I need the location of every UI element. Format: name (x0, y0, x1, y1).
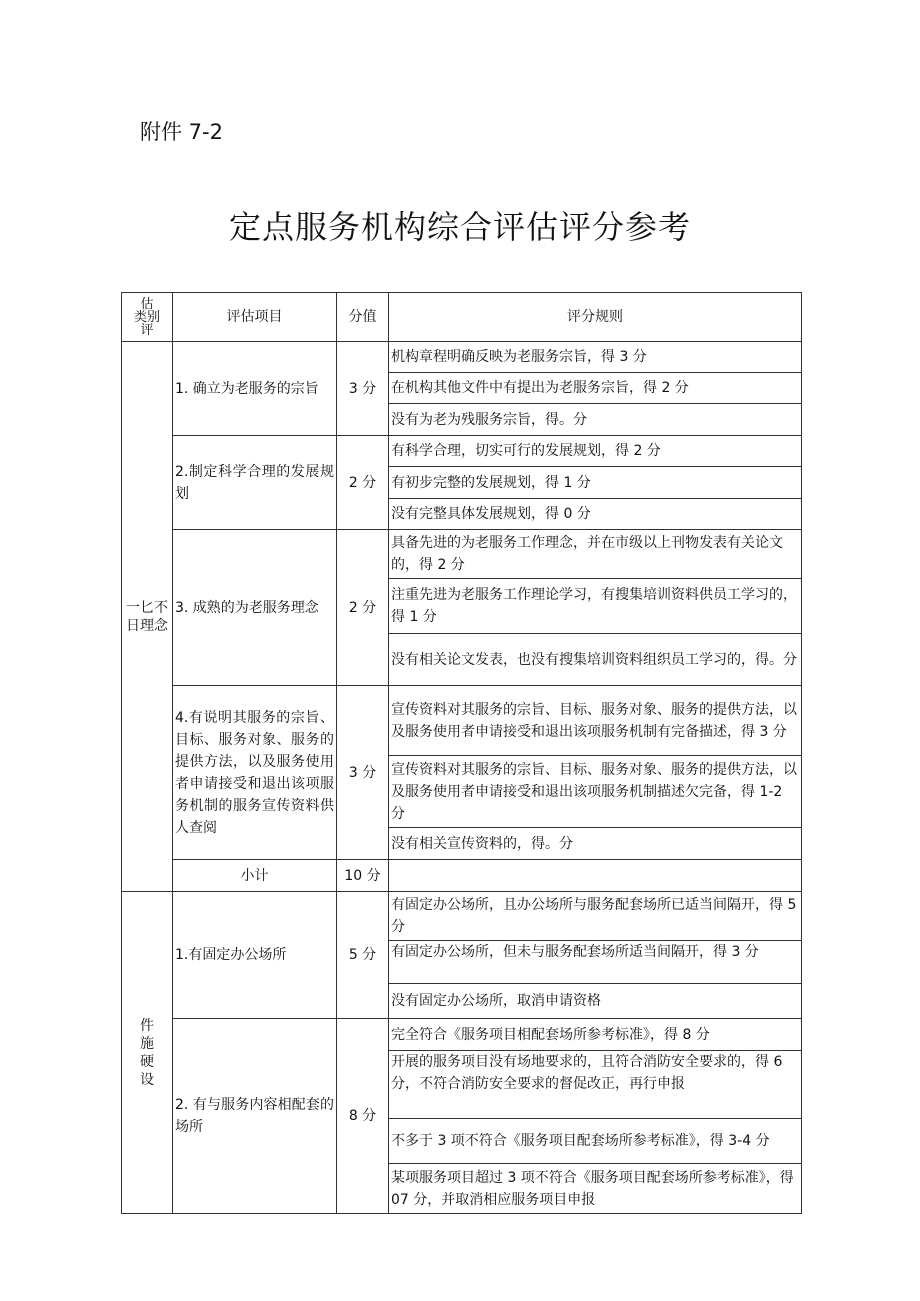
score-cell: 8 分 (337, 1019, 389, 1214)
rule-cell: 机构章程明确反映为老服务宗旨，得 3 分 (389, 342, 802, 373)
header-item: 评估项目 (173, 293, 337, 342)
score-cell: 3 分 (337, 342, 389, 436)
rule-cell: 开展的服务项目没有场地要求的，且符合消防安全要求的，得 6 分，不符合消防安全要求的督促改正，再行申报 (389, 1051, 802, 1119)
category-cell: 件 施 硬 设 (122, 892, 173, 1214)
rule-cell: 在机构其他文件中有提出为老服务宗旨，得 2 分 (389, 373, 802, 404)
header-rules: 评分规则 (389, 293, 802, 342)
score-cell: 3 分 (337, 686, 389, 860)
item-cell: 1.有固定办公场所 (173, 892, 337, 1019)
rule-cell: 某项服务项目超过 3 项不符合《服务项目配套场所参考标准》，得 07 分，并取消相应服务项目申报 (389, 1164, 802, 1214)
page-title: 定点服务机构综合评估评分参考 (228, 208, 691, 246)
score-cell: 5 分 (337, 892, 389, 1019)
rule-cell: 完全符合《服务项目相配套场所参考标准》，得 8 分 (389, 1019, 802, 1051)
rule-cell: 宣传资料对其服务的宗旨、目标、服务对象、服务的提供方法，以及服务使用者申请接受和退出该项服务机制描述欠完备，得 1-2 分 (389, 756, 802, 828)
rule-cell: 有科学合理，切实可行的发展规划，得 2 分 (389, 436, 802, 467)
item-cell: 4.有说明其服务的宗旨、目标、服务对象、服务的提供方法，以及服务使用者申请接受和退出该项服务机制的服务宣传资料供人查阅 (173, 686, 337, 860)
table-row (122, 686, 802, 756)
table-row (122, 436, 802, 467)
header-category: 估 类别 评 (122, 293, 173, 342)
rule-cell: 没有固定办公场所，取消申请资格 (389, 984, 802, 1019)
rule-cell: 不多于 3 项不符合《服务项目配套场所参考标准》，得 3-4 分 (389, 1119, 802, 1164)
attachment-label: 附件 7-2 (140, 120, 223, 144)
table-row (122, 892, 802, 941)
rule-cell: 没有为老为残服务宗旨，得。分 (389, 404, 802, 436)
table-header-row (122, 293, 802, 342)
item-cell: 2. 有与服务内容相配套的场所 (173, 1019, 337, 1214)
score-cell: 2 分 (337, 436, 389, 530)
item-cell: 2.制定科学合理的发展规划 (173, 436, 337, 530)
rule-cell: 有初步完整的发展规划，得 1 分 (389, 467, 802, 499)
rule-cell: 有固定办公场所，但未与服务配套场所适当间隔开，得 3 分 (389, 941, 802, 984)
item-cell: 1. 确立为老服务的宗旨 (173, 342, 337, 436)
category-cell: 一匕不日理念 (122, 342, 173, 892)
header-score: 分值 (337, 293, 389, 342)
rule-cell: 没有相关论文发表，也没有搜集培训资料组织员工学习的，得。分 (389, 634, 802, 686)
item-cell: 3. 成熟的为老服务理念 (173, 530, 337, 686)
rule-cell: 宣传资料对其服务的宗旨、目标、服务对象、服务的提供方法，以及服务使用者申请接受和退出该项服务机制有完备描述，得 3 分 (389, 686, 802, 756)
evaluation-table (121, 292, 802, 1214)
subtotal-row (122, 860, 802, 892)
table-row (122, 1019, 802, 1051)
table-row (122, 342, 802, 373)
rule-cell (389, 860, 802, 892)
subtotal-label: 小计 (173, 860, 337, 892)
rule-cell: 没有相关宣传资料的，得。分 (389, 828, 802, 860)
rule-cell: 具备先进的为老服务工作理念，并在市级以上刊物发表有关论文的，得 2 分 (389, 530, 802, 579)
table-row (122, 530, 802, 579)
rule-cell: 有固定办公场所，且办公场所与服务配套场所已适当间隔开，得 5 分 (389, 892, 802, 941)
score-cell: 2 分 (337, 530, 389, 686)
subtotal-score: 10 分 (337, 860, 389, 892)
rule-cell: 没有完整具体发展规划，得 0 分 (389, 499, 802, 530)
rule-cell: 注重先进为老服务工作理论学习，有搜集培训资料供员工学习的，得 1 分 (389, 579, 802, 634)
